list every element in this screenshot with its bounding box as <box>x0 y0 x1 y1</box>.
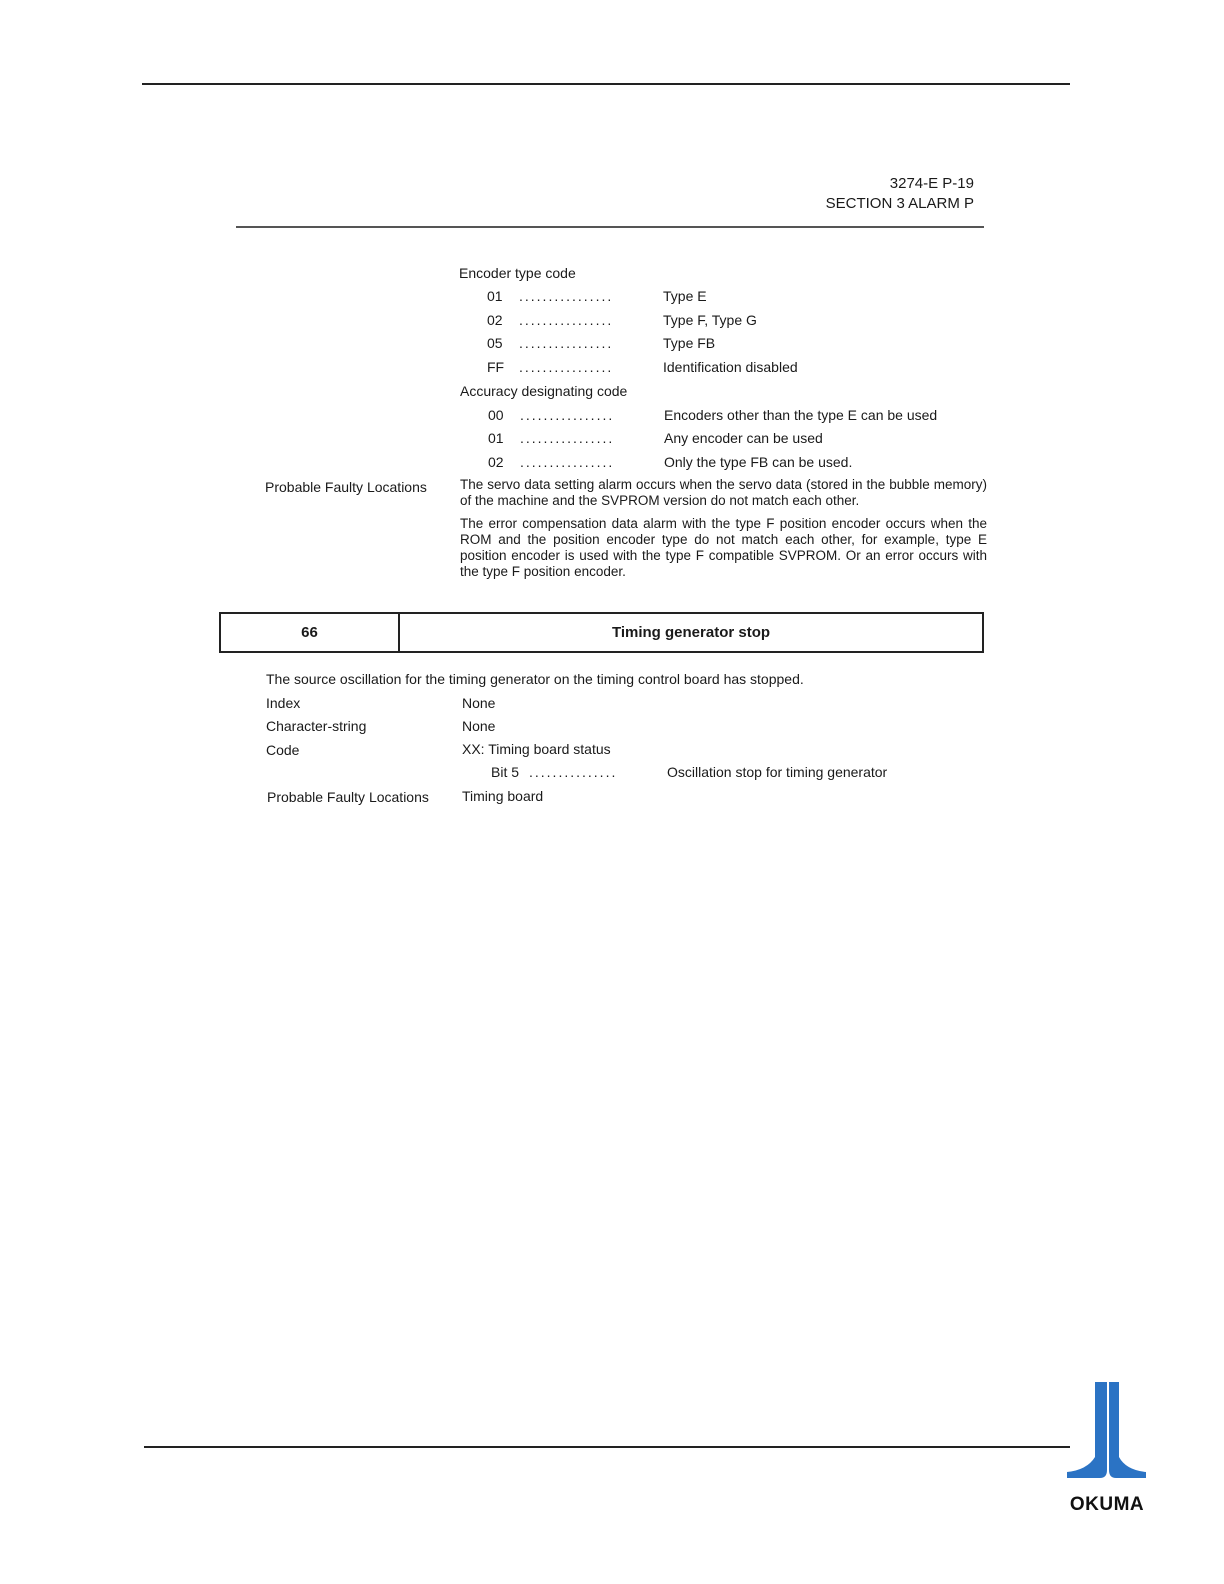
accuracy-code: 01 <box>488 430 504 446</box>
faulty-locations-label: Probable Faulty Locations <box>265 479 427 495</box>
bit-label: Bit 5 <box>491 764 520 780</box>
accuracy-desc: Encoders other than the type E can be used <box>664 407 938 423</box>
okuma-logo-text: OKUMA <box>1069 1494 1145 1515</box>
alarm-header-box <box>219 612 984 653</box>
encoder-desc: Identification disabled <box>663 359 798 375</box>
bit-desc: Oscillation stop for timing generator <box>667 764 888 780</box>
leader-dots: ................ <box>520 430 615 446</box>
index-label: Index <box>266 695 301 711</box>
alarm-number: 66 <box>221 614 400 651</box>
doc-page-number: 3274-E P-19 <box>889 175 974 192</box>
okuma-logo-icon <box>1062 1382 1152 1512</box>
index-value: None <box>462 695 496 711</box>
leader-dots: ................ <box>519 335 614 351</box>
leader-dots: ................ <box>520 407 615 423</box>
encoder-desc: Type F, Type G <box>663 312 757 328</box>
leader-dots: ................ <box>519 312 614 328</box>
accuracy-desc: Only the type FB can be used. <box>664 454 853 470</box>
accuracy-title: Accuracy designating code <box>460 383 628 399</box>
faulty-locations-label: Probable Faulty Locations <box>267 789 429 805</box>
alarm-title: Timing generator stop <box>611 624 771 641</box>
accuracy-code: 02 <box>488 454 504 470</box>
accuracy-desc: Any encoder can be used <box>664 430 823 446</box>
encoder-code: 05 <box>487 335 503 351</box>
faulty-paragraph-1: The servo data setting alarm occurs when the servo data (stored in the bubble memory) of the machine and the SVPROM version do not match each other. <box>460 477 987 508</box>
section-title: SECTION 3 ALARM P <box>825 195 974 212</box>
leader-dots: ................ <box>519 288 614 304</box>
accuracy-code: 00 <box>488 407 504 423</box>
alarm-description: The source oscillation for the timing generator on the timing control board has stopped. <box>266 671 804 687</box>
encoder-code: 01 <box>487 288 503 304</box>
bottom-rule <box>144 1446 1070 1448</box>
encoder-code: FF <box>487 359 505 375</box>
okuma-logo-shape <box>1109 1382 1146 1478</box>
header-rule <box>236 226 984 228</box>
encoder-title: Encoder type code <box>459 265 576 281</box>
leader-dots: ............... <box>529 764 618 780</box>
code-label: Code <box>266 742 300 758</box>
charstring-label: Character-string <box>266 718 367 734</box>
leader-dots: ................ <box>519 359 614 375</box>
faulty-locations-value: Timing board <box>462 788 544 804</box>
encoder-desc: Type FB <box>663 335 716 351</box>
encoder-code: 02 <box>487 312 503 328</box>
okuma-logo-shape <box>1067 1382 1107 1478</box>
charstring-value: None <box>462 718 496 734</box>
encoder-desc: Type E <box>663 288 707 304</box>
leader-dots: ................ <box>520 454 615 470</box>
faulty-paragraph-2: The error compensation data alarm with the type F position encoder occurs when the ROM and the position encoder type do not match each other, for example, type E position encoder is used with the type F compatible SVPROM. Or an error occurs with the type F position encoder. <box>460 516 987 579</box>
top-rule <box>142 83 1070 85</box>
code-value: XX: Timing board status <box>462 741 611 757</box>
